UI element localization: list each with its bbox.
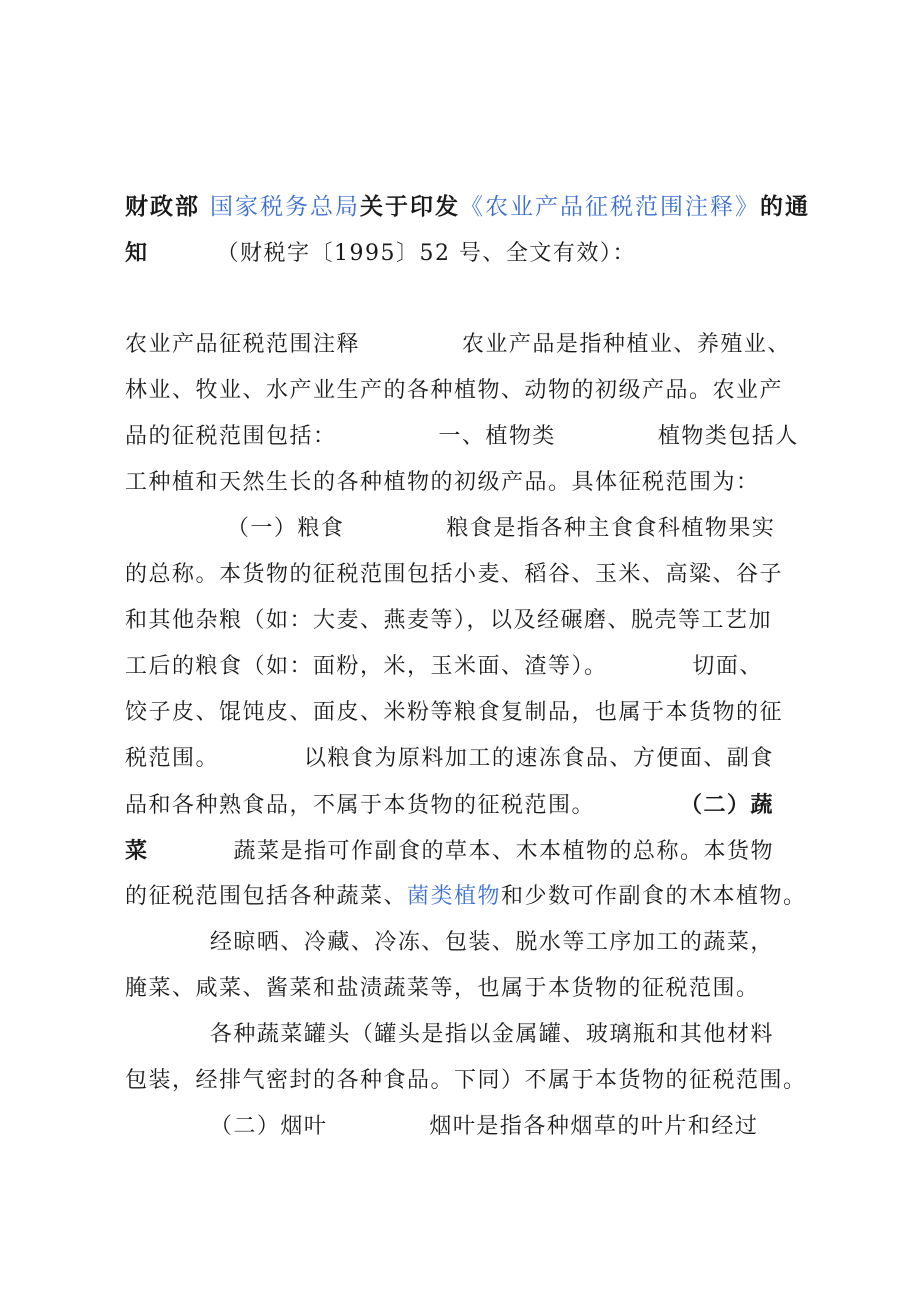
body-line-5: （一）粮食 粮食是指各种主食食科植物果实 [125, 516, 776, 541]
body-line-3: 品的征税范围包括： 一、植物类 植物类包括人 [125, 424, 799, 449]
title-part-2: 关于印发 [360, 193, 461, 220]
body-line-16: 各种蔬菜罐头（罐头是指以金属罐、玻璃瓶和其他材料 [125, 1022, 774, 1047]
link-tax-bureau[interactable]: 国家税务总局 [210, 194, 361, 220]
document-number: （财税字〔1995〕52 号、全文有效）： [148, 241, 636, 266]
body-line-11 [125, 790, 774, 821]
section-heading-vegetables: （二）蔬 [679, 792, 774, 818]
body-line-14: 经晾晒、冷藏、冷冻、包装、脱水等工序加工的蔬菜， [125, 930, 774, 955]
body-line-13-text-b: 和少数可作副食的木本植物。 [501, 884, 807, 909]
body-line-6: 的总称。本货物的征税范围包括小麦、稻谷、玉米、高粱、谷子 [125, 562, 784, 587]
body-line-13-text-a: 的征税范围包括各种蔬菜、 [125, 884, 408, 909]
body-line-13 [125, 882, 807, 912]
body-line-15: 腌菜、咸菜、酱菜和盐渍蔬菜等，也属于本货物的征税范围。 [125, 976, 760, 1001]
body-line-1: 农业产品征税范围注释 农业产品是指种植业、养殖业、 [125, 332, 791, 357]
body-line-9: 饺子皮、馄饨皮、面皮、米粉等粮食复制品，也属于本货物的征 [125, 700, 784, 725]
body-line-12 [125, 836, 774, 867]
title-part-1: 财政部 [125, 193, 211, 220]
body-line-17: 包装，经排气密封的各种食品。下同）不属于本货物的征税范围。 [125, 1068, 807, 1093]
body-line-7: 和其他杂粮（如：大麦、燕麦等），以及经碾磨、脱壳等工艺加 [125, 608, 773, 633]
body-line-18: （二）烟叶 烟叶是指各种烟草的叶片和经过 [125, 1114, 759, 1139]
link-notice-name[interactable]: 《农业产品征税范围注释》 [460, 194, 761, 220]
link-fungi-plants[interactable]: 菌类植物 [407, 884, 502, 909]
title-part-3: 的通 [760, 193, 811, 220]
section-heading-vegetables-cont: 菜 [125, 838, 149, 864]
document-title [125, 192, 810, 222]
body-line-10: 税范围。 以粮食为原料加工的速冻食品、方便面、副食 [125, 746, 774, 771]
title-line-2-bold: 知 [125, 240, 149, 266]
body-line-2: 林业、牧业、水产业生产的各种植物、动物的初级产品。农业产 [125, 378, 784, 403]
title-line-2 [125, 238, 636, 269]
body-line-12-text: 蔬菜是指可作副食的草本、木本植物的总称。本货物 [148, 839, 774, 864]
body-line-11-text: 品和各种熟食品，不属于本货物的征税范围。 [125, 793, 680, 818]
body-line-8: 工后的粮食（如：面粉，米，玉米面、渣等）。 切面、 [125, 654, 763, 679]
body-line-4: 工种植和天然生长的各种植物的初级产品。具体征税范围为： [125, 470, 760, 495]
